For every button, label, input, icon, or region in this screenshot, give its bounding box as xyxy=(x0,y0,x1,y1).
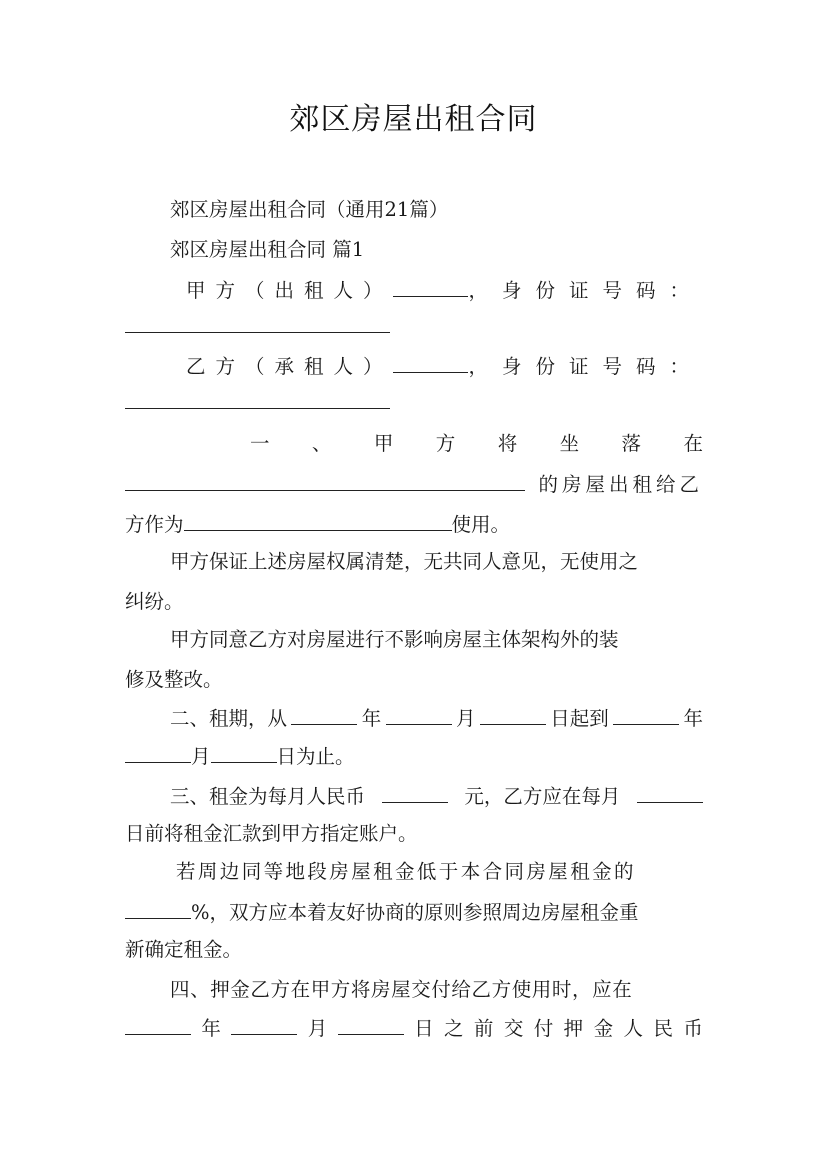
start-day-blank xyxy=(480,704,546,725)
clause2-year: 年 xyxy=(361,707,382,730)
clause1-char: 在 xyxy=(683,432,703,455)
para-c-line2-text: %，双方应本着友好协商的原则参照周边房屋租金重 xyxy=(191,901,639,924)
purpose-blank xyxy=(184,510,452,531)
clause1-char: 将 xyxy=(497,432,518,455)
end-day-blank xyxy=(211,742,277,763)
property-address-blank xyxy=(125,470,525,491)
clause2-line2 xyxy=(125,742,703,771)
clause4-char: 金 xyxy=(593,1017,614,1040)
clause2-month2: 月 xyxy=(191,745,211,768)
clause1-char: 、 xyxy=(311,432,332,455)
clause2-prefix: 二、租期，从 xyxy=(170,707,288,730)
para-a-line1: 甲方保证上述房屋权属清楚，无共同人意见，无使用之 xyxy=(170,550,639,573)
party-a-id-blank-line xyxy=(125,312,703,341)
clause4-char: 交 xyxy=(503,1017,524,1040)
party-b-name-blank xyxy=(393,352,469,373)
clause1-line3 xyxy=(125,510,703,539)
clause4-char: 付 xyxy=(533,1017,554,1040)
clause3-prefix: 三、租金为每月人民币 xyxy=(170,785,366,808)
para-c-line2 xyxy=(125,898,703,927)
clause3-line2: 日前将租金汇款到甲方指定账户。 xyxy=(125,822,418,845)
clause2-line1 xyxy=(170,704,703,733)
clause1-char: 方 xyxy=(435,432,456,455)
deposit-month-blank xyxy=(231,1014,297,1035)
clause4-char: 人 xyxy=(623,1017,644,1040)
clause1-text-after: 的房屋出租给乙 xyxy=(538,473,703,496)
party-b-id-blank xyxy=(125,388,390,409)
party-b-id-label: ，身份证号码： xyxy=(468,355,703,378)
clause2-day-from: 日起到 xyxy=(550,707,609,730)
percent-blank xyxy=(125,898,191,919)
clause4-year: 年 xyxy=(201,1017,221,1040)
party-b-line xyxy=(186,352,703,381)
start-month-blank xyxy=(386,704,452,725)
clause1-line1 xyxy=(250,430,703,458)
clause2-month: 月 xyxy=(455,707,476,730)
clause4-line1: 四、押金乙方在甲方将房屋交付给乙方使用时，应在 xyxy=(170,978,633,1001)
para-a-line2: 纠纷。 xyxy=(125,590,184,613)
clause4-char: 民 xyxy=(653,1017,673,1040)
party-b-label: 乙方（承租人） xyxy=(186,355,393,378)
clause4-char: 币 xyxy=(683,1017,703,1040)
party-a-id-blank xyxy=(125,312,390,333)
party-a-line xyxy=(186,276,703,305)
clause3-mid: 元，乙方应在每月 xyxy=(464,785,621,808)
clause2-year2: 年 xyxy=(683,707,703,730)
clause4-line2 xyxy=(125,1014,703,1043)
deposit-year-blank xyxy=(125,1014,191,1035)
end-month-blank xyxy=(125,742,191,763)
party-a-label: 甲方（出租人） xyxy=(186,279,393,302)
deposit-day-blank xyxy=(338,1014,404,1035)
start-year-blank xyxy=(291,704,357,725)
party-a-id-label: ，身份证号码： xyxy=(468,279,703,302)
document-subtitle: 郊区房屋出租合同（通用21篇） xyxy=(170,198,449,221)
rent-day-blank xyxy=(637,782,703,803)
party-b-id-blank-line xyxy=(125,388,703,417)
para-b-line1: 甲方同意乙方对房屋进行不影响房屋主体架构外的装 xyxy=(170,628,619,651)
clause1-purpose-suffix: 使用。 xyxy=(451,513,511,536)
clause1-char: 坐 xyxy=(559,432,580,455)
clause3-line1 xyxy=(170,782,703,811)
para-c-line3: 新确定租金。 xyxy=(125,938,243,961)
section-title: 郊区房屋出租合同 篇1 xyxy=(170,238,365,261)
clause1-line2 xyxy=(125,470,703,499)
clause1-purpose-prefix: 方作为 xyxy=(125,513,184,536)
clause4-char: 之 xyxy=(443,1017,464,1040)
party-a-name-blank xyxy=(393,276,469,297)
clause1-char: 一 xyxy=(250,432,270,455)
rent-amount-blank xyxy=(382,782,448,803)
document-title: 郊区房屋出租合同 xyxy=(289,102,538,137)
clause1-char: 落 xyxy=(621,432,642,455)
clause4-char: 前 xyxy=(473,1017,494,1040)
clause2-day-end: 日为止。 xyxy=(276,745,355,768)
para-b-line2: 修及整改。 xyxy=(125,668,223,691)
clause4-char: 日 xyxy=(414,1017,434,1040)
clause4-char: 押 xyxy=(563,1017,584,1040)
clause1-char: 甲 xyxy=(373,432,394,455)
end-year-blank xyxy=(613,704,679,725)
para-c-line1: 若周边同等地段房屋租金低于本合同房屋租金的 xyxy=(176,860,636,883)
clause4-month: 月 xyxy=(307,1017,328,1040)
